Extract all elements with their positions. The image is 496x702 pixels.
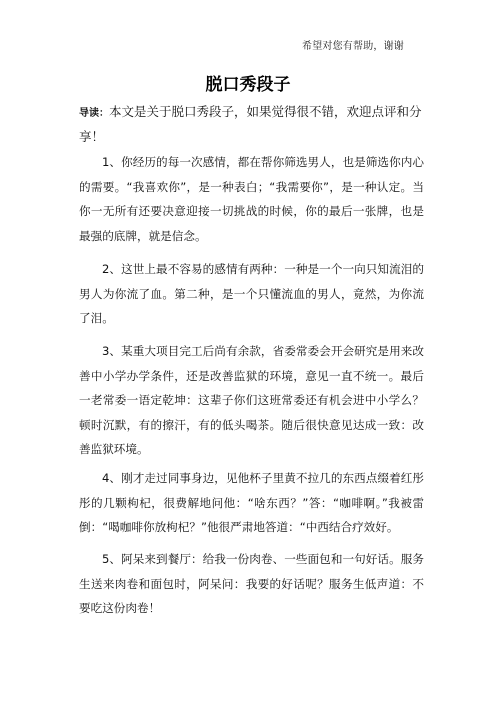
intro — [79, 100, 424, 148]
paragraph-5: 5、阿呆来到餐厅：给我一份肉卷、一些面包和一句好话。服务生送来肉卷和面包时，阿呆问：我要的好话呢？服务生低声道：不要吃这份肉卷！ — [79, 552, 424, 615]
paragraph-4: 4、刚才走过同事身边，见他杯子里黄不拉几的东西点缀着红彤彤的几颗枸杞，很费解地问他：“啥东西？”答：“咖啡啊。”我被雷倒：“喝咖啡你放枸杞？”他很严肃地答道：“中西结合疗效好。 — [79, 471, 424, 534]
paragraph-1: 1、你经历的每一次感情，都在帮你筛选男人，也是筛选你内心的需要。“我喜欢你”，是一种表白；“我需要你”，是一种认定。当你一无所有还要决意迎接一切挑战的时候，你的最后一张牌，也是最强的底牌，就是信念。 — [79, 155, 424, 243]
header-note: 希望对您有帮助，谢谢 — [302, 41, 404, 52]
paragraph-3: 3、某重大项目完工后尚有余款，省委常委会开会研究是用来改善中小学办学条件，还是改善监狱的环境，意见一直不统一。最后一老常委一语定乾坤：这辈子你们这班常委还有机会进中小学么？顿时沉默，有的擦汗，有的低头喝茶。随后很快意见达成一致：改善监狱环境。 — [79, 344, 424, 456]
intro-lead: 导读： — [79, 108, 109, 119]
intro-text: 本文是关于脱口秀段子，如果觉得很不错，欢迎点评和分享！ — [79, 104, 422, 144]
document-title: 脱口秀段子 — [205, 75, 291, 95]
paragraph-2: 2、这世上最不容易的感情有两种：一种是一个一向只知流泪的男人为你流了血。第二种，是一个只懂流血的男人，竟然，为你流了泪。 — [79, 262, 424, 325]
